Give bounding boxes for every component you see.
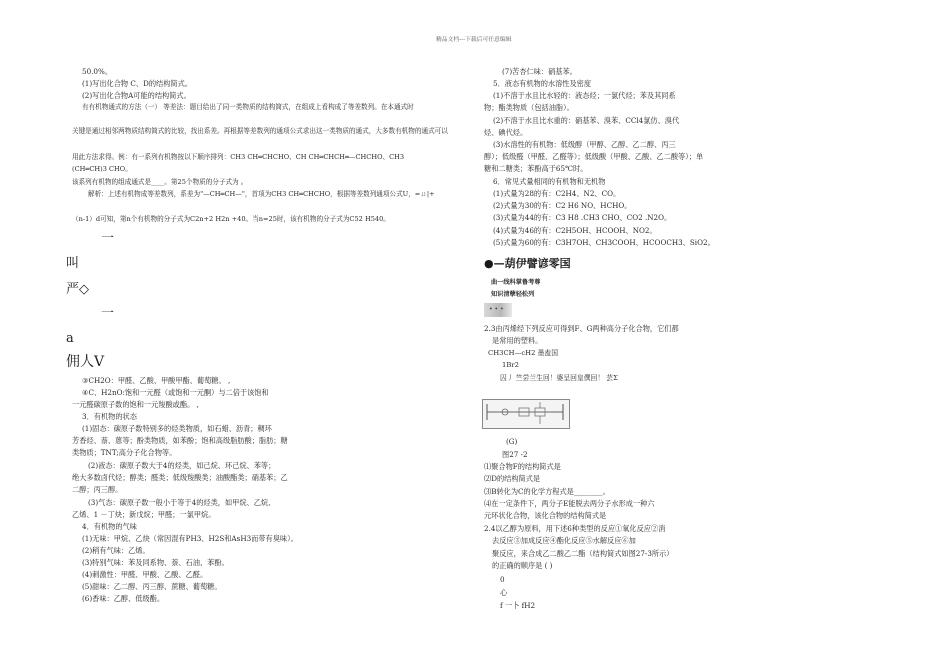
text-line: (4)刺激性：甲醛、甲酸、乙酸、乙醛。 bbox=[82, 570, 208, 579]
text-line: (7)苦杏仁味：硝基苯。 bbox=[502, 67, 577, 76]
garbled-glyph: 一 bbox=[101, 231, 115, 246]
polymer-structure-image bbox=[483, 400, 569, 428]
text-line: 囚丿 竺尝兰生回！婆呈回皇僎回！ 芸Σ bbox=[500, 374, 618, 382]
figure-caption: 图27 -2 bbox=[502, 450, 528, 459]
text-line: (3)式量为44的有：C3 H8 .CH3 CHO、CO2 .N2O。 bbox=[493, 213, 672, 222]
text-line: (1)固态：碳原子数特别多的烃类物质，如石蜡、沥青；稠环 bbox=[82, 424, 272, 433]
text-line: (1)不溶于水且比水轻的：液态烃；一氯代烃；苯及其同系 bbox=[493, 91, 676, 100]
text-line: (CH═CH)3 CHO。 bbox=[72, 165, 132, 173]
text-line: 解析：上述有机物成等差数列，系差为"—CH═CH—"，首项为CH3 CH═CHCHO，根据等差数列通项公式U，=ㄩ|+ bbox=[88, 190, 435, 198]
text-line: 2.4以乙醇为原料，用下述6种类型的反应①氧化反应②消 bbox=[484, 524, 666, 533]
page-header: 精品文档---下载后可任意编辑 bbox=[436, 37, 512, 43]
text-line: 50.0%。 bbox=[82, 67, 113, 76]
garbled-glyph: 叫 bbox=[66, 256, 80, 271]
text-line: 的正确的顺序是 ( ) bbox=[492, 561, 553, 570]
section-subtitle: 知识清孽轻松列 bbox=[491, 291, 535, 298]
section-subtitle: 曲一线科掌鲁考尊 bbox=[491, 279, 541, 286]
text-line: ⑷在一定条件下，两分子E能脱去两分子水形成一种六 bbox=[484, 499, 655, 508]
text-line: (5)式量为60的有：C3H7OH、CH3COOH、HCOOCH3、SiO2。 bbox=[493, 238, 715, 247]
text-line: 乙烯、1 －丁炔；新戊烷；甲醛；一氯甲烷。 bbox=[72, 510, 216, 519]
figure-label: (G) bbox=[506, 437, 518, 446]
text-line: (4)式量为46的有：C2H5OH、HCOOH、NO2。 bbox=[493, 226, 657, 235]
text-line: 物；酯类物质（包括油脂）。 bbox=[484, 103, 574, 112]
decorative-strip: ••• bbox=[484, 303, 512, 317]
text-line: ④C、H2nO:饱和一元醛（或饱和一元酮）与二倍于该饱和 bbox=[82, 388, 269, 397]
text-line: 有有机物通式的方法（一） 等差法：题目给出了同一类物质的结构简式，在组成上看构成了等差数列。在本通式时 bbox=[82, 103, 414, 111]
text-line: 元环状化合物，该化合物的结构简式是 bbox=[484, 511, 607, 520]
section-heading: ●—葫伊譬谚零国 bbox=[484, 257, 571, 270]
text-line: (1)式量为28的有：C2H4、N2、CO。 bbox=[493, 189, 621, 198]
garbled-heading: 佣人Ⅴ bbox=[66, 354, 105, 370]
text-line: f 一卜 fH2 bbox=[500, 601, 536, 610]
text-line: 烃、碘代烃。 bbox=[484, 128, 528, 137]
text-line: 类物质；TNT;高分子化合物等。 bbox=[72, 448, 177, 457]
text-line: (1)无味：甲烷、乙炔（常因混有PH3、H2S和AsH3而带有臭味）。 bbox=[82, 534, 298, 543]
text-line: 用此方法求得。例：有一系列有机物按以下顺序排列：CH3 CH═CHCHO、CH CH═CHCH═—CHCHO、CH3 bbox=[72, 153, 405, 161]
text-line: 关键是通过相邻两物质结构简式的比较，找出系差。再根据等差数列的通项公式求出这一类物质的通式，大多数有机物的通式可以 bbox=[72, 127, 448, 135]
text-line: 糖和二糖类；苯酚高于65℃时。 bbox=[484, 164, 588, 173]
text-line: (2)稍有气味：乙烯。 bbox=[82, 546, 150, 555]
text-line: 1Br2 bbox=[502, 361, 519, 369]
text-line: （n-1）d可知，第n个有机物的分子式为C2n+2 H2n +40。当n=25时，该有机物的分子式为C52 H540。 bbox=[72, 215, 390, 223]
text-line: 聚反应，来合成乙二酸乙二酯（结构简式如图27-3所示） bbox=[492, 549, 674, 558]
text-line: (6)香味：乙醇、低级酯。 bbox=[82, 594, 165, 603]
text-line: 2.3由丙烯经下列反应可得到F、G两种高分子化合物，它们都 bbox=[484, 324, 679, 333]
text-line: (2)不溶于水且比水重的：硝基苯、溴苯、CCl4氯仿、溴代 bbox=[493, 116, 680, 125]
text-line: 该系列有机物的组成通式是____。第25个物质的分子式为 。 bbox=[72, 178, 248, 186]
text-line: 3．有机物的状态 bbox=[82, 412, 137, 421]
text-line: 是常用的塑料。 bbox=[492, 336, 543, 345]
text-line: CH3CH—cH2 墨盍国 bbox=[488, 349, 558, 357]
text-line: ⑵D的结构简式是 bbox=[484, 474, 541, 483]
text-line: 5．液态有机物的水溶性及密度 bbox=[493, 79, 592, 88]
text-line: ⑴聚合物F的结构简式是 bbox=[484, 462, 561, 471]
garbled-glyph: 严◇ bbox=[66, 282, 89, 297]
text-line: (2)写出化合物A可能的结构简式。 bbox=[82, 91, 191, 100]
text-line: 醇）；低级醛（甲醛、乙醛等）；低级酸（甲酸、乙酸、乙二酸等）；单 bbox=[484, 152, 704, 161]
text-line: (5)甜味：乙二醇、丙三醇、蔗糖、葡萄糖。 bbox=[82, 582, 222, 591]
text-line: (2)式量为30的有：C2 H6 NO、HCHO。 bbox=[493, 201, 632, 210]
text-line: 一元醛碳原子数的饱和一元羧酸或酯。 , bbox=[72, 400, 199, 409]
text-line: (3)气态：碳原子数一般小于等于4的烃类，如甲烷、乙烷、 bbox=[88, 498, 276, 507]
structure-figure bbox=[482, 399, 570, 429]
text-line: (1)写出化合物 C、D的结构简式。 bbox=[82, 79, 192, 88]
text-line: (3)水溶性的有机物：低级醇（甲醇、乙醇、乙二醇、丙三 bbox=[493, 140, 676, 149]
text-line: 绝大多数卤代烃；醇类；醛类；低级羧酸类；油酸酯类；硝基苯；乙 bbox=[72, 473, 288, 482]
text-line: 心 bbox=[500, 588, 508, 597]
text-line: 6．常见式量相同的有机物和无机物 bbox=[493, 177, 606, 186]
text-line: 去反应③加成反应④酯化反应⑤水解反应⑥加 bbox=[492, 536, 636, 545]
text-line: (2)液态：碳原子数大于4的烃类，如己烷、环己烷、苯等； bbox=[88, 461, 276, 470]
text-line: 4．有机物的气味 bbox=[82, 522, 137, 531]
text-line: 0 bbox=[500, 575, 505, 584]
text-line: ③CH2O：甲醛、乙酸、甲酸甲酯、葡萄糖。 , bbox=[82, 376, 231, 385]
text-line: 二醇；丙三醇。 bbox=[72, 485, 123, 494]
text-line: 芳香烃、萘、蒽等；酚类物质，如苯酚；饱和高级脂肪酸；脂肪；糖 bbox=[72, 436, 288, 445]
text-line: ⑶B转化为C的化学方程式是________。 bbox=[484, 487, 610, 496]
garbled-glyph: a bbox=[66, 331, 74, 346]
garbled-glyph: 一 bbox=[101, 306, 115, 321]
text-line: (3)特别气味：苯及同系物、萘、石油、苯酚。 bbox=[82, 558, 229, 567]
